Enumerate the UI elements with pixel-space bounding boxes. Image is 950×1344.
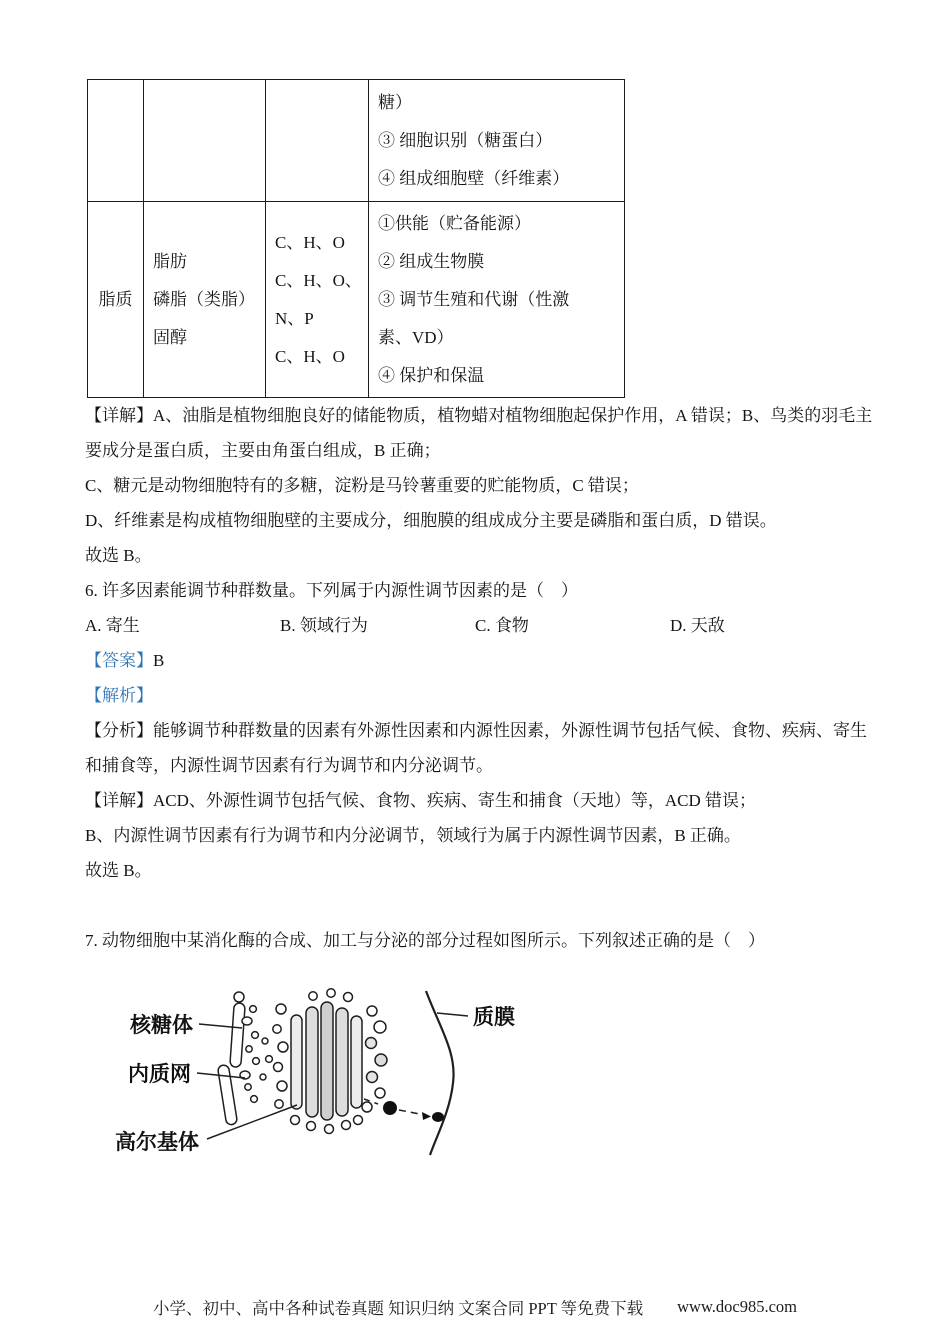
answer-value: B [153,651,165,670]
table-cell-lipid-category [88,201,143,397]
table-line: C、H、O、 [275,270,362,290]
table-line: 固醇 [153,327,187,347]
table-line: C、H、O [275,232,345,252]
table-line: C、H、O [275,346,345,366]
option-a: A. 寄生 [85,616,140,635]
table-cell-empty [88,80,143,201]
table-cell-empty [265,80,368,201]
golgi-cisternae [291,1002,362,1120]
q5-explain-line: C、糖元是动物细胞特有的多糖，淀粉是马铃薯重要的贮能物质，C 错误； [85,476,639,495]
q5-conclusion: 故选 B。 [85,546,152,565]
question-6-options [85,608,885,643]
option-b: B. 领域行为 [280,616,368,635]
main-text [85,398,885,958]
table-line: ③ 细胞识别（糖蛋白） [378,130,553,150]
table-cell-lipid-types [143,201,265,397]
table-cell-lipid-elements [265,201,368,397]
cell-secretion-diagram [95,983,555,1178]
table-line: ①供能（贮备能源） [378,213,531,233]
label-plasma-membrane: 质膜 [473,1005,515,1029]
table-line: ④ 保护和保温 [378,365,485,385]
analysis-tag-line [85,678,885,713]
label-er: 内质网 [128,1062,191,1086]
table-line: 素、VD） [378,327,454,347]
table-cell-functions-sugar [368,80,624,201]
table-line: 脂肪 [153,251,187,271]
option-c: C. 食物 [475,616,529,635]
q6-analysis-line: 【分析】能够调节种群数量的因素有外源性因素和内源性因素，外源性调节包括气候、食物、疾病、寄生 [85,721,867,740]
table-line: N、P [275,308,314,328]
footer-text: 小学、初中、高中各种试卷真题 知识归纳 文案合同 PPT 等免费下载 [152,1299,644,1318]
q5-explain-line: D、纤维素是构成植物细胞壁的主要成分，细胞膜的组成成分主要是磷脂和蛋白质，D 错误。 [85,511,777,530]
answer-line [85,643,885,678]
table-line: 脂质 [98,289,133,309]
q6-conclusion: 故选 B。 [85,861,152,880]
table-cell-empty [143,80,265,201]
q5-explain-line: 【详解】A、油脂是植物细胞良好的储能物质，植物蜡对植物细胞起保护作用，A 错误；B、鸟类的羽毛主 [85,406,873,425]
label-ribosome: 核糖体 [130,1013,193,1037]
table-line: ③ 调节生殖和代谢（性激 [378,289,570,309]
plasma-membrane-curve [426,991,454,1155]
q6-analysis-line: 【详解】ACD、外源性调节包括气候、食物、疾病、寄生和捕食（天地）等，ACD 错误； [85,791,757,810]
page-footer [0,1293,950,1321]
cell-secretion-svg [95,983,555,1178]
table-line: ② 组成生物膜 [378,251,485,271]
vesicle-fusing-dot [432,1112,444,1122]
compounds-table [87,79,625,398]
label-golgi: 高尔基体 [115,1130,199,1154]
table-line: 磷脂（类脂） [153,289,255,309]
table-line: ④ 组成细胞壁（纤维素） [378,168,570,188]
footer-site-link[interactable]: www.doc985.com [677,1297,798,1316]
option-d: D. 天敌 [670,616,725,635]
analysis-tag: 【解析】 [85,686,153,705]
table-cell-lipid-functions [368,201,624,397]
secretory-vesicle-dot [383,1101,397,1115]
question-7-stem: 7. 动物细胞中某消化酶的合成、加工与分泌的部分过程如图所示。下列叙述正确的是（ ） [85,931,765,950]
question-6-stem: 6. 许多因素能调节种群数量。下列属于内源性调节因素的是（ ） [85,581,578,600]
q6-analysis-line: B、内源性调节因素有行为调节和内分泌调节，领域行为属于内源性调节因素，B 正确。 [85,826,741,845]
blank-line [85,888,885,923]
endoplasmic-reticulum-shape [217,992,252,1125]
table-line: 糖） [378,92,412,112]
q5-explain-line: 要成分是蛋白质，主要由角蛋白组成，B 正确； [85,441,441,460]
answer-tag: 【答案】 [85,651,153,670]
q6-analysis-line: 和捕食等，内源性调节因素有行为调节和内分泌调节。 [85,756,493,775]
